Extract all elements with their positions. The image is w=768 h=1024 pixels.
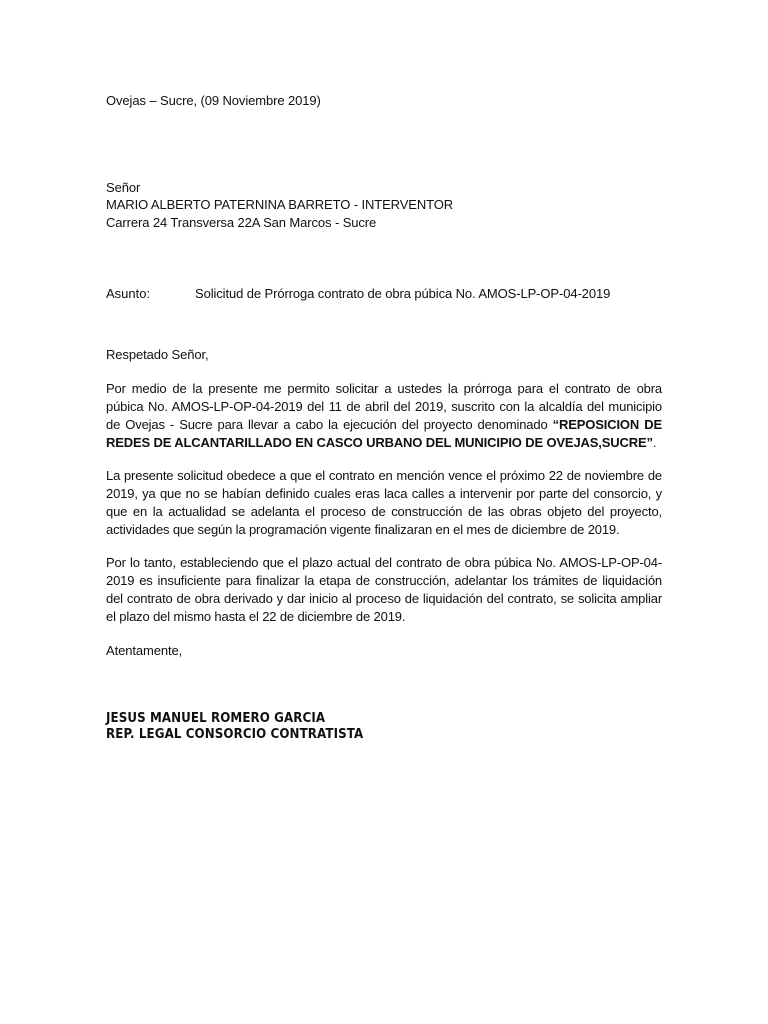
recipient-name: MARIO ALBERTO PATERNINA BARRETO - INTERVENTOR <box>106 197 454 212</box>
closing: Atentamente, <box>106 643 183 658</box>
project-name: “REPOSICION DE REDES DE ALCANTARILLADO EN CASCO URBANO DEL MUNICIPIO DE OVEJAS,SUCRE” <box>106 417 662 450</box>
paragraph-request-text: Por medio de la presente me permito solicitar a ustedes la prórroga para el contrato de obra púbica No. AMOS-LP-OP-04-2019 del 11 de abril del 2019, suscrito con la alcaldía del municipio de Ovejas - Sucre para llevar a cabo la ejecución del proyecto denominado <box>106 381 662 432</box>
paragraph-request <box>106 380 662 452</box>
subject-label: Asunto: <box>106 286 151 301</box>
recipient-address: Carrera 24 Transversa 22A San Marcos - Sucre <box>106 215 377 230</box>
signature-name: JESUS MANUEL ROMERO GARCIA <box>106 710 326 726</box>
signature-title: REP. LEGAL CONSORCIO CONTRATISTA <box>106 726 364 742</box>
paragraph-conclusion: Por lo tanto, estableciendo que el plazo actual del contrato de obra púbica No. AMOS-LP-OP-04-2019 es insuficiente para finalizar la etapa de construcción, adelantar los trámites de liquidación del contrato de obra derivado y dar inicio al proceso de liquidación del contrato, se solicita ampliar el plazo del mismo hasta el 22 de diciembre de 2019. <box>106 555 662 624</box>
paragraph-request-tail: . <box>652 435 657 450</box>
recipient-salutation-title: Señor <box>106 180 141 195</box>
date-line: Ovejas – Sucre, (09 Noviembre 2019) <box>106 93 321 108</box>
paragraph-reason: La presente solicitud obedece a que el contrato en mención vence el próximo 22 de noviembre de 2019, ya que no se habían definido cuales eras laca calles a intervenir por parte del consorcio, y que en la actualidad se adelanta el proceso de construcción de las obras objeto del proyecto, actividades que según la programación vigente finalizaran en el mes de diciembre de 2019. <box>106 468 662 537</box>
subject-text: Solicitud de Prórroga contrato de obra púbica No. AMOS-LP-OP-04-2019 <box>195 286 611 301</box>
greeting: Respetado Señor, <box>106 347 209 362</box>
